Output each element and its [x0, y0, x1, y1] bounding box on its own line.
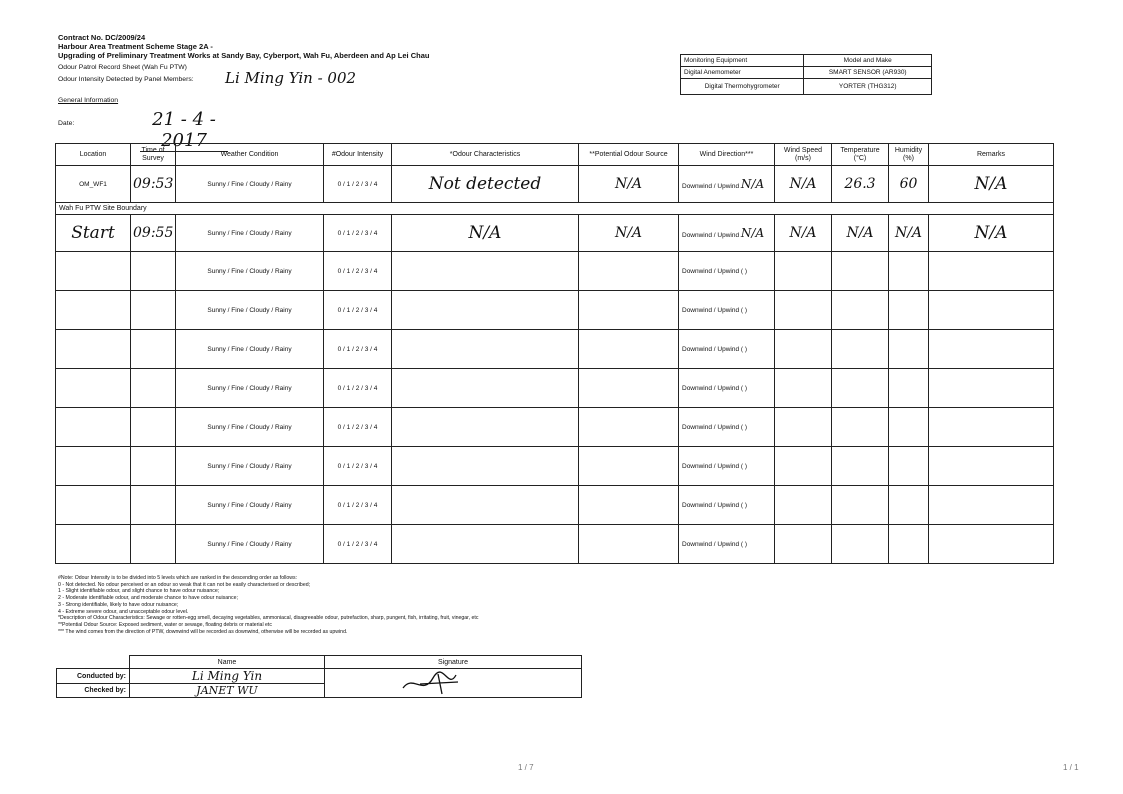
temperature	[832, 486, 889, 525]
characteristics	[392, 525, 579, 564]
remarks	[929, 447, 1054, 486]
location	[56, 291, 131, 330]
characteristics	[392, 330, 579, 369]
note-line: *Description of Odour Characteristics: Sewage or rotten-egg smell, decaying vegetables, ammoniacal, disagreeable odour, putrefaction, sharp, pungent, fish, irritating, fruit, vinegar, etc	[58, 615, 479, 622]
weather: Sunny / Fine / Cloudy / Rainy	[176, 330, 324, 369]
intensity: 0 / 1 / 2 / 3 / 4	[324, 215, 392, 252]
humidity: N/A	[889, 215, 929, 252]
wind-speed	[775, 486, 832, 525]
remarks	[929, 486, 1054, 525]
characteristics	[392, 252, 579, 291]
source	[579, 525, 679, 564]
table-row	[56, 486, 1054, 525]
odour-patrol-table	[55, 143, 1054, 564]
characteristics	[392, 291, 579, 330]
note-line: 1 - Slight identifiable odour, and slight chance to have odour nuisance;	[58, 588, 220, 595]
wind-speed	[775, 447, 832, 486]
wind-speed	[775, 369, 832, 408]
characteristics	[392, 486, 579, 525]
note-line: 4 - Extreme severe odour, and unacceptable odour level.	[58, 608, 189, 615]
wind-value: N/A	[740, 177, 765, 191]
col-wind-speed: Wind Speed (m/s)	[775, 144, 832, 166]
intensity: 0 / 1 / 2 / 3 / 4	[324, 408, 392, 447]
section-row	[56, 203, 1054, 215]
location	[56, 330, 131, 369]
wind-direction: Downwind / Upwind ( )	[679, 291, 775, 330]
temperature	[832, 252, 889, 291]
weather: Sunny / Fine / Cloudy / Rainy	[176, 291, 324, 330]
conducted-label: Conducted by:	[57, 669, 130, 684]
signoff-blank	[57, 656, 130, 669]
equipment-model: SMART SENSOR (AR930)	[804, 67, 932, 79]
col-intensity: #Odour Intensity	[324, 144, 392, 166]
wind-direction: Downwind / Upwind ( )	[679, 408, 775, 447]
wind-direction: Downwind / Upwind ( )	[679, 252, 775, 291]
table-row	[56, 166, 1054, 203]
remarks: N/A	[929, 215, 1054, 252]
time	[131, 447, 176, 486]
humidity	[889, 447, 929, 486]
wind-speed	[775, 291, 832, 330]
wind-speed: N/A	[775, 166, 832, 203]
note-line: **Potential Odour Source: Exposed sediment, water or sewage, floating debris or material etc	[58, 621, 272, 628]
date-value: 21 - 4 - 2017	[140, 109, 228, 152]
temperature	[832, 408, 889, 447]
location: Start	[56, 215, 131, 252]
conducted-name: Li Ming Yin	[130, 669, 325, 684]
characteristics	[392, 369, 579, 408]
remarks: N/A	[929, 166, 1054, 203]
checked-label: Checked by:	[57, 684, 130, 698]
location	[56, 369, 131, 408]
weather: Sunny / Fine / Cloudy / Rainy	[176, 408, 324, 447]
wind-direction: Downwind / Upwind ( )	[679, 330, 775, 369]
col-temperature: Temperature (°C)	[832, 144, 889, 166]
note-line: 0 - Not detected. No odour perceived or an odour so weak that it can not be easily characterised or described;	[58, 581, 311, 588]
humidity: 60	[889, 166, 929, 203]
note-line: 2 - Moderate identifiable odour, and moderate chance to have odour nuisance;	[58, 595, 238, 602]
humidity	[889, 330, 929, 369]
signature-cell	[325, 669, 582, 698]
humidity	[889, 525, 929, 564]
characteristics: Not detected	[392, 166, 579, 203]
wind-direction: Downwind / Upwind ( )	[679, 486, 775, 525]
intensity: 0 / 1 / 2 / 3 / 4	[324, 525, 392, 564]
equipment-header-2: Model and Make	[804, 55, 932, 67]
contract-number: Contract No. DC/2009/24	[58, 33, 146, 42]
source	[579, 369, 679, 408]
remarks	[929, 330, 1054, 369]
wind-speed: N/A	[775, 215, 832, 252]
name-header: Name	[130, 656, 325, 669]
wind-label: Downwind / Upwind	[682, 183, 740, 190]
weather: Sunny / Fine / Cloudy / Rainy	[176, 486, 324, 525]
table-row	[56, 215, 1054, 252]
temperature: N/A	[832, 215, 889, 252]
intensity: 0 / 1 / 2 / 3 / 4	[324, 291, 392, 330]
source	[579, 330, 679, 369]
wind-direction: Downwind / Upwind ( )	[679, 525, 775, 564]
wind-direction: Downwind / Upwind ( )	[679, 447, 775, 486]
location: OM_WF1	[56, 166, 131, 203]
source	[579, 291, 679, 330]
col-wind-direction: Wind Direction***	[679, 144, 775, 166]
notes	[58, 575, 478, 635]
intensity: 0 / 1 / 2 / 3 / 4	[324, 486, 392, 525]
temperature	[832, 330, 889, 369]
col-location: Location	[56, 144, 131, 166]
temperature	[832, 447, 889, 486]
wind-speed	[775, 525, 832, 564]
panel-member-label: Odour Intensity Detected by Panel Members:	[58, 76, 194, 83]
remarks	[929, 252, 1054, 291]
table-header-row	[56, 144, 1054, 166]
location	[56, 525, 131, 564]
note-line: #Note: Odour Intensity is to be divided into 5 levels which are ranked in the descending order as follows:	[58, 575, 298, 581]
table-row	[56, 447, 1054, 486]
col-characteristics: *Odour Characteristics	[392, 144, 579, 166]
remarks	[929, 408, 1054, 447]
equipment-header-1: Monitoring Equipment	[681, 55, 804, 67]
time	[131, 369, 176, 408]
humidity	[889, 486, 929, 525]
intensity: 0 / 1 / 2 / 3 / 4	[324, 369, 392, 408]
temperature	[832, 525, 889, 564]
note-line: 3 - Strong identifiable, likely to have odour nuisance;	[58, 601, 179, 608]
location	[56, 447, 131, 486]
temperature	[832, 291, 889, 330]
remarks	[929, 291, 1054, 330]
characteristics	[392, 408, 579, 447]
humidity	[889, 369, 929, 408]
intensity: 0 / 1 / 2 / 3 / 4	[324, 252, 392, 291]
wind-direction	[679, 166, 775, 203]
source: N/A	[579, 166, 679, 203]
time	[131, 486, 176, 525]
wind-speed	[775, 408, 832, 447]
checked-name: JANET WU	[130, 684, 325, 698]
location	[56, 486, 131, 525]
table-row	[56, 252, 1054, 291]
table-row	[56, 330, 1054, 369]
weather: Sunny / Fine / Cloudy / Rainy	[176, 369, 324, 408]
wind-speed	[775, 330, 832, 369]
equipment-model: YORTER (THG312)	[804, 79, 932, 95]
table-row	[56, 408, 1054, 447]
location	[56, 408, 131, 447]
location	[56, 252, 131, 291]
equipment-table	[680, 54, 932, 95]
project-title: Upgrading of Preliminary Treatment Works at Sandy Bay, Cyberport, Wah Fu, Aberdeen and Ap Lei Chau	[58, 51, 430, 60]
col-source: **Potential Odour Source	[579, 144, 679, 166]
signoff-table	[56, 655, 582, 698]
section-label: Wah Fu PTW Site Boundary	[56, 203, 1054, 215]
panel-member-value: Li Ming Yin - 002	[225, 69, 357, 87]
characteristics: N/A	[392, 215, 579, 252]
weather: Sunny / Fine / Cloudy / Rainy	[176, 252, 324, 291]
source: N/A	[579, 215, 679, 252]
col-time: Time of Survey	[131, 144, 176, 166]
time	[131, 291, 176, 330]
source	[579, 252, 679, 291]
sheet-title: Odour Patrol Record Sheet (Wah Fu PTW)	[58, 64, 187, 71]
weather: Sunny / Fine / Cloudy / Rainy	[176, 447, 324, 486]
equipment-name: Digital Anemometer	[681, 67, 804, 79]
date-label: Date:	[58, 120, 75, 127]
remarks	[929, 525, 1054, 564]
empty-rows	[56, 252, 1054, 564]
equipment-name: Digital Thermohygrometer	[681, 79, 804, 95]
time	[131, 252, 176, 291]
weather: Sunny / Fine / Cloudy / Rainy	[176, 166, 324, 203]
remarks	[929, 369, 1054, 408]
time	[131, 330, 176, 369]
general-info-heading: General Information	[58, 97, 119, 104]
page-number: 1 / 1	[1063, 763, 1079, 772]
humidity	[889, 252, 929, 291]
table-row	[56, 525, 1054, 564]
table-row	[56, 291, 1054, 330]
source	[579, 486, 679, 525]
wind-speed	[775, 252, 832, 291]
intensity: 0 / 1 / 2 / 3 / 4	[324, 166, 392, 203]
humidity	[889, 291, 929, 330]
col-weather: Weather Condition	[176, 144, 324, 166]
wind-direction: Downwind / Upwind ( )	[679, 369, 775, 408]
wind-direction	[679, 215, 775, 252]
weather: Sunny / Fine / Cloudy / Rainy	[176, 525, 324, 564]
time: 09:53	[131, 166, 176, 203]
characteristics	[392, 447, 579, 486]
weather: Sunny / Fine / Cloudy / Rainy	[176, 215, 324, 252]
time	[131, 408, 176, 447]
intensity: 0 / 1 / 2 / 3 / 4	[324, 447, 392, 486]
time	[131, 525, 176, 564]
note-line: *** The wind comes from the direction of PTW, downwind will be recorded as downwind, otherwise will be recorded as upwind.	[58, 628, 348, 635]
intensity: 0 / 1 / 2 / 3 / 4	[324, 330, 392, 369]
time: 09:55	[131, 215, 176, 252]
col-remarks: Remarks	[929, 144, 1054, 166]
signature-scribble	[398, 670, 478, 696]
footer-mid: 1 / 7	[518, 763, 534, 772]
temperature	[832, 369, 889, 408]
table-row	[56, 369, 1054, 408]
signature-header: Signature	[325, 656, 582, 669]
source	[579, 408, 679, 447]
wind-label: Downwind / Upwind	[682, 232, 740, 239]
project-line: Harbour Area Treatment Scheme Stage 2A -	[58, 42, 213, 51]
source	[579, 447, 679, 486]
temperature: 26.3	[832, 166, 889, 203]
col-humidity: Humidity (%)	[889, 144, 929, 166]
humidity	[889, 408, 929, 447]
wind-value: N/A	[740, 226, 765, 240]
